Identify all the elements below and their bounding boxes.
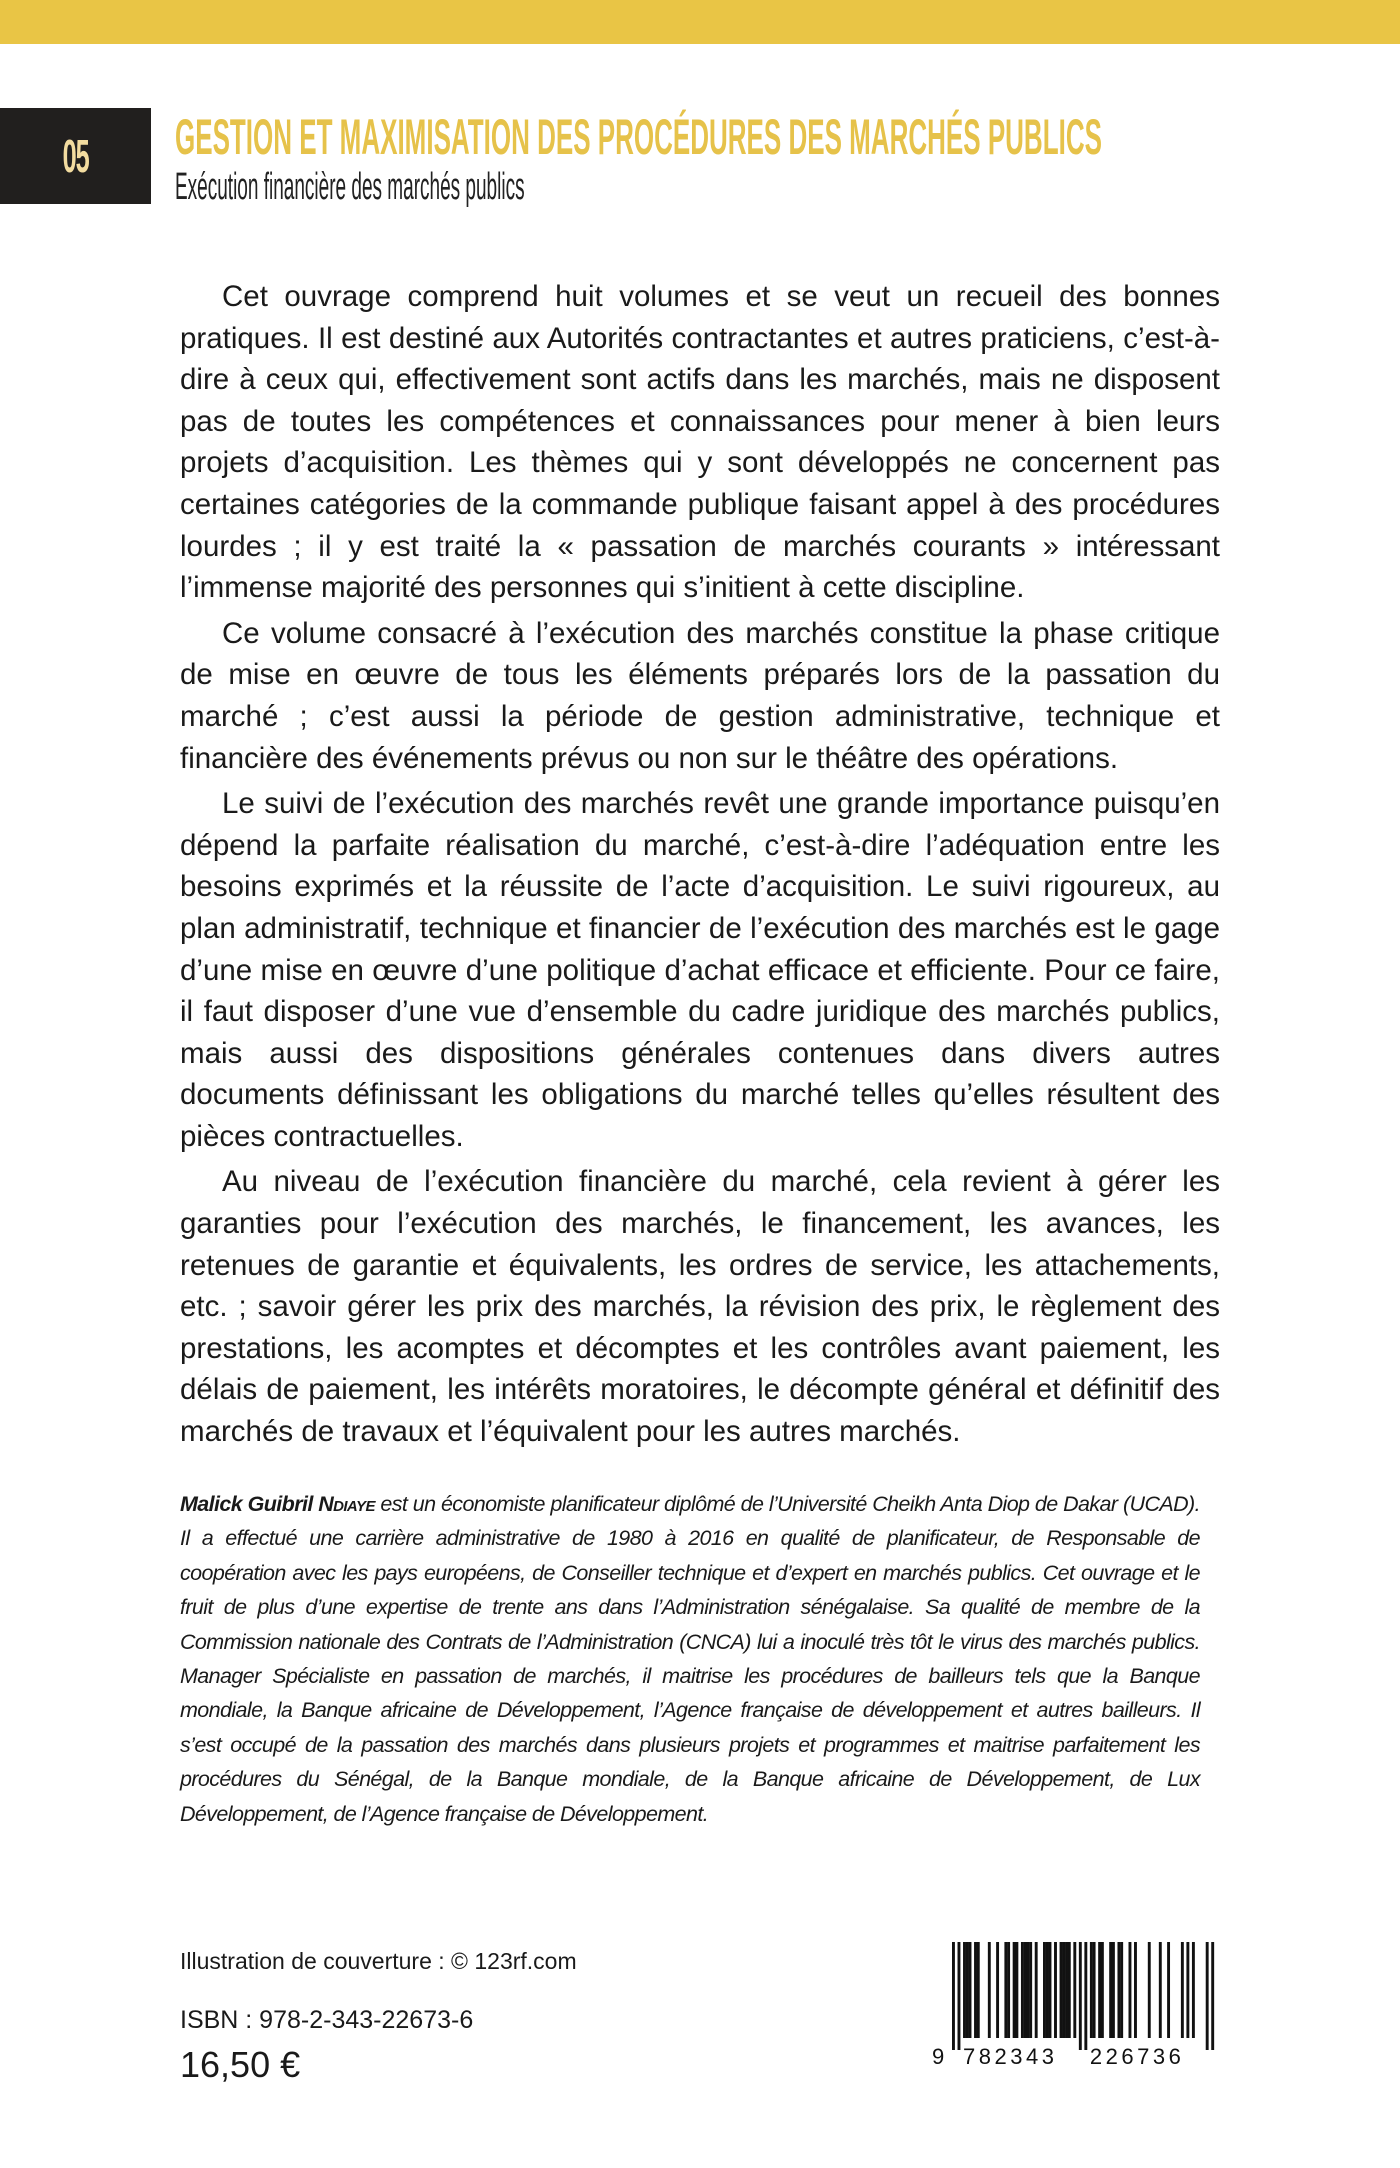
barcode-bar: [1186, 1942, 1189, 2038]
barcode-bar: [1098, 1942, 1101, 2038]
barcode-bar: [1068, 1942, 1071, 2038]
barcode-bar: [958, 1942, 961, 2050]
paragraph: Le suivi de l’exécution des marchés revêt une grande importance puisqu’en dépend la parfaite réalisation du marché, c’est-à-dire l’adéquation entre les besoins exprimés et la réussite de l’acte d’acquisition. Le suivi rigoureux, au plan administratif, technique et financier de l’exécution des marchés est le gage d’une mise en œuvre d’une politique d’achat efficace et efficiente. Pour ce faire, il faut disposer d’une vue d’ensemble du cadre juridique des marchés publics, mais aussi des dispositions générales contenues dans divers autres documents définissant les obligations du marché telles qu’elles résultent des pièces contractuelles.: [180, 787, 1220, 1153]
barcode-digits: 782343: [963, 2044, 1058, 2068]
summary-text: [180, 276, 1220, 1453]
barcode-digits: 9: [932, 2044, 948, 2068]
author-surname: Ndiaye: [318, 1492, 375, 1516]
barcode-bar: [963, 1942, 966, 2038]
barcode-bar: [974, 1942, 977, 2038]
barcode-bar: [1073, 1942, 1076, 2038]
barcode-bar: [1007, 1942, 1010, 2038]
barcode-bar: [1054, 1942, 1057, 2038]
barcode-digits: 226736: [1089, 2044, 1185, 2068]
barcode-bar: [996, 1942, 999, 2038]
barcode-bar: [1062, 1942, 1065, 2038]
barcode-bar: [1049, 1942, 1052, 2038]
paragraph: Cet ouvrage comprend huit volumes et se veut un recueil des bonnes pratiques. Il est destiné aux Autorités contractantes et autres praticiens, c’est-à-dire à ceux qui, effectivement sont actifs dans les marchés, mais ne disposent pas de toutes les compétences et connaissances pour mener à bien leurs projets d’acquisition. Les thèmes qui y sont développés ne concernent pas certaines catégories de la commande publique faisant appel à des procédures lourdes ; il y est traité la « passation de marchés courants » intéressant l’immense majorité des personnes qui s’initient à cette discipline.: [180, 280, 1220, 605]
volume-number: 05: [62, 130, 89, 182]
barcode-bar: [952, 1942, 955, 2050]
barcode-bar: [1021, 1942, 1024, 2038]
paragraph: Au niveau de l’exécution financière du marché, cela revient à gérer les garanties pour l’exécution des marchés, le financement, les avances, les retenues de garantie et équivalents, les ordres de service, les attachements, etc. ; savoir gérer les prix des marchés, la révision des prix, le règlement des prestations, les acomptes et décomptes et les contrôles avant paiement, les délais de paiement, les intérêts moratoires, le décompte général et définitif des marchés de travaux et l’équivalent pour les autres marchés.: [180, 1165, 1220, 1449]
barcode-bar: [1192, 1942, 1195, 2038]
author-first-names: Malick Guibril: [180, 1492, 313, 1516]
barcode-bar: [1029, 1942, 1032, 2038]
barcode-bar: [1129, 1942, 1132, 2038]
barcode-bar: [1112, 1942, 1115, 2038]
barcode-bar: [1181, 1942, 1184, 2038]
barcode-bar: [1211, 1942, 1214, 2050]
volume-subtitle: Exécution financière des marchés publics: [175, 166, 525, 208]
barcode-bar: [1060, 1942, 1063, 2038]
barcode-bar: [988, 1942, 991, 2038]
barcode-bar: [1093, 1942, 1096, 2038]
barcode-bar: [966, 1942, 969, 2038]
barcode-bar: [1084, 1942, 1087, 2050]
barcode-bar: [1043, 1942, 1046, 2038]
barcode-bar: [1004, 1942, 1007, 2038]
barcode-bar: [1206, 1942, 1209, 2050]
barcode-bar: [1090, 1942, 1093, 2038]
paragraph: Ce volume consacré à l’exécution des marchés constitue la phase critique de mise en œuvre de tous les éléments préparés lors de la passation du marché ; c’est aussi la période de gestion administrative, technique et financière des événements prévus ou non sur le théâtre des opérations.: [180, 616, 1220, 775]
author-bio-text: est un économiste planificateur diplômé de l’Université Cheikh Anta Diop de Dakar (UCAD). Il a effectué une carrière administrative de 1980 à 2016 en qualité de planificateur, de Responsable de coopération avec les pays européens, de Conseiller technique et d’expert en marchés publics. Cet ouvrage et le fruit de plus d’une expertise de trente ans dans l’Administration sénégalaise. Sa qualité de membre de la Commission nationale des Contrats de l’Administration (CNCA) lui a inoculé très tôt le virus des marchés publics. Manager Spécialiste en passation de marchés, il maitrise les procédures de bailleurs tels que la Banque mondiale, la Banque africaine de Développement, l’Agence française de développement et autres bailleurs. Il s’est occupé de la passation des marchés dans plusieurs projets et programmes et maitrise parfaitement les procédures du Sénégal, de la Banque mondiale, de la Banque africaine de Développement, de Lux Développement, de l’Agence française de Développement.: [180, 1492, 1200, 1826]
barcode-bar: [1117, 1942, 1120, 2038]
volume-number-box: [0, 108, 151, 204]
isbn: ISBN : 978-2-343-22673-6: [180, 2006, 474, 2034]
barcode-bar: [977, 1942, 980, 2038]
price: 16,50 €: [180, 2044, 301, 2085]
barcode-bar: [1159, 1942, 1162, 2038]
barcode-bar: [1134, 1942, 1137, 2038]
barcode-bar: [1148, 1942, 1151, 2038]
barcode-bar: [969, 1942, 972, 2038]
barcode-bar: [1015, 1942, 1018, 2038]
barcode-bar: [1167, 1942, 1170, 2038]
top-color-band: [0, 0, 1400, 44]
barcode-bar: [1109, 1942, 1112, 2038]
barcode-bar: [1013, 1942, 1016, 2038]
barcode-bar: [1079, 1942, 1082, 2050]
barcode-bar: [1101, 1942, 1104, 2038]
barcode-bar: [1120, 1942, 1123, 2038]
illustration-credit: Illustration de couverture : © 123rf.com: [180, 1948, 577, 1974]
barcode-bar: [1024, 1942, 1027, 2038]
barcode: [928, 1942, 1218, 2068]
series-title: GESTION ET MAXIMISATION DES PROCÉDURES DES MARCHÉS PUBLICS: [175, 109, 1102, 165]
barcode-bar: [1046, 1942, 1049, 2038]
barcode-bar: [1065, 1942, 1068, 2038]
author-bio: [180, 1487, 1200, 1831]
barcode-bar: [1026, 1942, 1029, 2038]
barcode-bar: [1035, 1942, 1038, 2038]
